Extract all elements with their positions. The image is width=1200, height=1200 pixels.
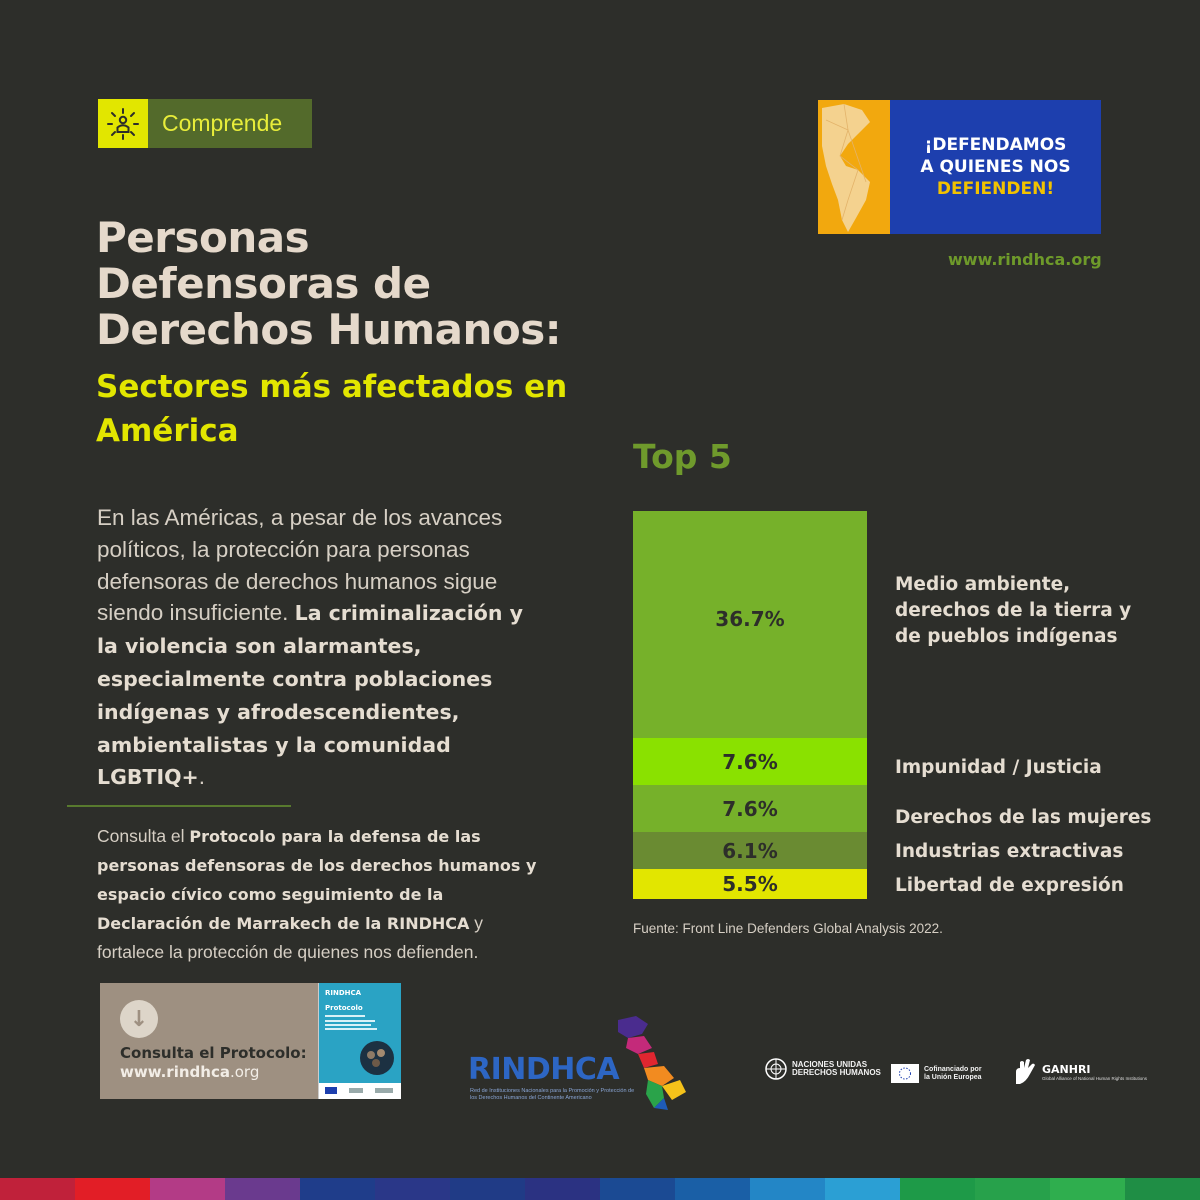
category-label-line: Impunidad / Justicia (895, 757, 1102, 778)
banner-line: ¡DEFENDAMOS (924, 135, 1067, 155)
download-arrow-icon: ↓ (120, 1000, 158, 1038)
bar-value-label: 7.6% (722, 749, 778, 774)
stripe-block (675, 1178, 750, 1200)
bar-segment (633, 832, 867, 869)
consult-text-end: y fortalece la protección de quienes nos defienden. (97, 913, 483, 962)
stripe-block (975, 1178, 1050, 1200)
bar-segment (633, 869, 867, 899)
stripe-block (450, 1178, 525, 1200)
stripe-block (225, 1178, 300, 1200)
eu-flag-icon (891, 1064, 919, 1083)
cover-title: Protocolo (325, 1004, 363, 1012)
stacked-bar-chart (633, 511, 867, 899)
hand-icon (1012, 1058, 1038, 1086)
color-stripe (0, 1178, 1200, 1200)
stripe-block (150, 1178, 225, 1200)
subtitle-line: América (96, 413, 239, 449)
rindhca-name: RINDHCA (468, 1052, 620, 1087)
stripe-block (600, 1178, 675, 1200)
website-url[interactable]: www.rindhca.org (948, 250, 1102, 269)
protocol-cover-thumbnail (318, 983, 401, 1099)
title-line: Derechos Humanos: (96, 305, 562, 354)
stripe-block (900, 1178, 975, 1200)
category-label-line: de pueblos indígenas (895, 626, 1118, 647)
un-line: DERECHOS HUMANOS (792, 1068, 881, 1077)
protocol-title: Protocolo para la defensa de las personas defensoras de los derechos humanos y espacio cívico como seguimiento de la Declaración de Marrakech de la RINDHCA (97, 827, 537, 933)
intro-paragraph (97, 502, 537, 794)
un-human-rights-logo (764, 1057, 881, 1081)
intro-text: En las Américas, a pesar de los avances políticos, la protección para personas defensoras de derechos humanos sigue siendo insuficiente. (97, 505, 503, 626)
banner-line-highlight: DEFIENDEN! (936, 179, 1055, 199)
intro-bold-text: La criminalización y la violencia son alarmantes, especialmente contra poblaciones indígenas y afrodescendientes, ambientalistas y la comunidad LGBTIQ+ (97, 601, 523, 790)
protocol-link-card[interactable] (100, 983, 400, 1099)
banner-line: A QUIENES NOS (920, 157, 1071, 177)
protocol-url-tail: .org (229, 1063, 260, 1081)
campaign-banner (818, 100, 1101, 234)
subtitle-line: Sectores más afectados en (96, 369, 568, 405)
chart-source: Fuente: Front Line Defenders Global Analysis 2022. (633, 921, 943, 936)
rindhca-subtitle: Red de Instituciones Nacionales para la Promoción y Protección de los Derechos Humanos del Continente Americano (470, 1088, 635, 1101)
ganhri-subtitle: Global Alliance of National Human Rights Institutions (1042, 1076, 1148, 1081)
category-label-line: Industrias extractivas (895, 841, 1124, 862)
intro-end: . (198, 764, 205, 790)
stripe-block (1050, 1178, 1125, 1200)
consult-text: Consulta el (97, 826, 190, 846)
category-label-line: Derechos de las mujeres (895, 807, 1152, 828)
title-line: Defensoras de (96, 259, 431, 308)
bar-value-label: 5.5% (722, 872, 778, 896)
un-line: NACIONES UNIDAS (792, 1060, 868, 1069)
category-label-line: derechos de la tierra y (895, 600, 1132, 621)
stripe-block (825, 1178, 900, 1200)
rindhca-logo (468, 1014, 690, 1110)
eu-line: la Unión Europea (924, 1073, 982, 1081)
badge-label: Comprende (162, 110, 283, 136)
americas-map-icon (818, 100, 890, 234)
un-emblem-icon (764, 1057, 788, 1081)
eu-logo (891, 1064, 982, 1083)
stripe-block (300, 1178, 375, 1200)
stripe-block (0, 1178, 75, 1200)
stripe-block (525, 1178, 600, 1200)
category-label (895, 755, 1102, 781)
eu-line: Cofinanciado por (924, 1065, 982, 1073)
bar-segment (633, 511, 867, 738)
ganhri-name: GANHRI (1042, 1063, 1091, 1076)
stripe-block (1125, 1178, 1200, 1200)
protocol-heading: Consulta el Protocolo: (120, 1044, 307, 1062)
consult-paragraph (97, 822, 537, 966)
protocol-url-bold: www.rindhca (120, 1063, 230, 1081)
stripe-block (750, 1178, 825, 1200)
person-radiating-icon (98, 99, 148, 148)
bar-value-label: 7.6% (722, 796, 778, 821)
category-label (895, 839, 1123, 865)
bar-value-label: 6.1% (722, 838, 778, 863)
stripe-block (375, 1178, 450, 1200)
protocol-url[interactable] (120, 1063, 259, 1081)
category-label (895, 572, 1131, 650)
ganhri-logo (1012, 1058, 1147, 1086)
bar-segment (633, 785, 867, 832)
comprende-badge (98, 99, 312, 148)
category-label-line: Libertad de expresión (895, 875, 1124, 896)
category-label (895, 873, 1124, 899)
divider (67, 805, 291, 807)
bar-segment (633, 738, 867, 785)
stripe-block (75, 1178, 150, 1200)
bar-value-label: 36.7% (715, 606, 785, 631)
page-subtitle (96, 365, 616, 453)
chart-heading: Top 5 (633, 437, 732, 476)
category-label (895, 805, 1151, 831)
banner-text (890, 100, 1101, 234)
title-line: Personas (96, 213, 310, 262)
cover-brand: RINDHCA (325, 989, 362, 997)
category-label-line: Medio ambiente, (895, 574, 1071, 595)
page-title (96, 215, 616, 353)
